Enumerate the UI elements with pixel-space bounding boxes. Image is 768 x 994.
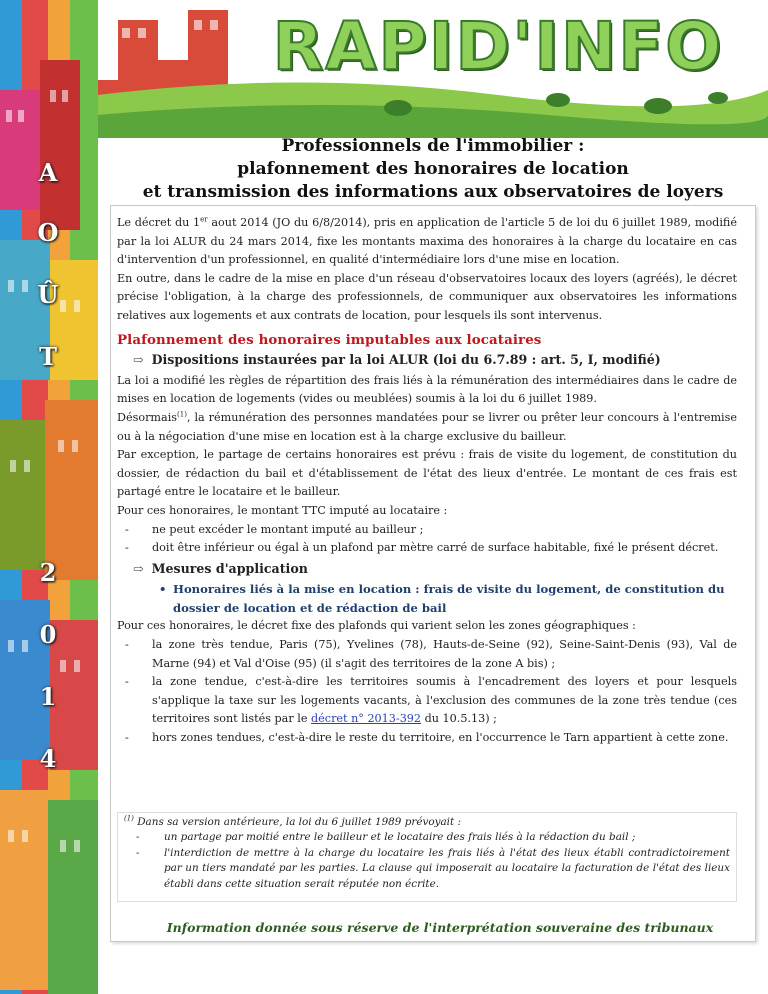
list-text: du 10.5.13) ;	[421, 712, 497, 726]
superscript: er	[200, 215, 208, 224]
header-banner	[98, 0, 768, 138]
sidebar-letter-7: 1	[39, 682, 57, 711]
footnote-item: - l'interdiction de mettre à la charge du locataire les frais liés à l'état des lieux établi contradictoirement par un tiers mandaté par les parties. La clause qui imposerait au locataire la facturation de l'état des lieux établi dans cette situation serait réputée non écrite.	[164, 846, 730, 892]
main-content	[117, 214, 737, 748]
list-item: - hors zones tendues, c'est-à-dire le reste du territoire, en l'occurrence le Tarn appartient à cette zone.	[152, 729, 737, 748]
list-text: la zone tendue, c'est-à-dire les territoires soumis à l'encadrement des loyers et pour lesquels s'applique la taxe sur les logements vacants, à l'exclusion des communes de la zone très tendue (ces territoires sont listés par le	[152, 675, 737, 726]
colorful-buildings-illustration	[0, 0, 98, 994]
list-item: - la zone très tendue, Paris (75), Yvelines (78), Hauts-de-Seine (92), Seine-Saint-Denis (93), Val de Marne (94) et Val d'Oise (95) (il s'agit des territoires de la zone A bis) ;	[152, 636, 737, 673]
sidebar-letter-5: 2	[39, 558, 57, 587]
sidebar-letter-8: 4	[39, 744, 57, 773]
headline-line-1: Professionnels de l'immobilier :	[281, 136, 585, 156]
subheading-text: Mesures d'application	[151, 560, 308, 576]
footnote-box	[117, 812, 737, 902]
disclaimer: Information donnée sous réserve de l'interprétation souveraine des tribunaux	[166, 920, 714, 935]
list-item: - doit être inférieur ou égal à un plafond par mètre carré de surface habitable, fixé le présent décret.	[152, 539, 737, 558]
list-item: - ne peut excéder le montant imputé au bailleur ;	[152, 521, 737, 540]
sidebar-illustration	[0, 0, 98, 994]
list-item	[152, 673, 737, 729]
dash-list	[117, 521, 737, 558]
footnote-mark: (1)	[124, 814, 134, 823]
decree-link[interactable]: décret n° 2013-392	[311, 712, 422, 726]
zones-list	[117, 636, 737, 748]
headline-line-2: plafonnement des honoraires de location	[237, 159, 629, 179]
page-headline	[98, 135, 768, 204]
subheading-text: Dispositions instaurées par la loi ALUR (loi du 6.7.89 : art. 5, I, modifié)	[151, 352, 661, 368]
sidebar-letter-2: O	[37, 218, 59, 247]
sidebar-letter-6: 0	[39, 620, 57, 649]
headline-line-3: et transmission des informations aux observatoires de loyers	[142, 182, 724, 202]
arrow-right-icon: ⇨	[133, 560, 144, 576]
banner-title: RAPID'INFO	[272, 8, 724, 85]
intro-text: aout 2014 (JO du 6/8/2014), pris en application de l'article 5 de loi du 6 juillet 1989, modifié par la loi ALUR du 24 mars 2014, fixe les montants maxima des honoraires à la charge du locataire en cas d'intervention d'un professionnel, en qualité d'intermédiaire lors d'une mise en location.	[117, 216, 738, 267]
footnote-intro-text: Dans sa version antérieure, la loi du 6 juillet 1989 prévoyait :	[133, 816, 461, 828]
sidebar-letter-1: A	[38, 158, 58, 187]
footnote-list	[124, 830, 730, 892]
section-title: Plafonnement des honoraires imputables aux locataires	[117, 331, 542, 348]
footnote-reference: (1)	[177, 410, 187, 419]
bullet-heading: • Honoraires liés à la mise en location : frais de visite du logement, de constitution du dossier de location et de rédaction de bail	[173, 580, 737, 617]
subheading-2	[133, 560, 737, 579]
intro-paragraph-2: En outre, dans le cadre de la mise en place d'un réseau d'observatoires locaux des loyers (agréés), le décret précise l'obligation, à la charge des professionnels, de communiquer aux observatoires les informations relatives aux logements et aux contrats de location, pour lesquels ils sont intervenus.	[117, 271, 737, 322]
footnote-item: - un partage par moitié entre le bailleur et le locataire des frais liés à la rédaction du bail ;	[164, 830, 730, 845]
arrow-right-icon: ⇨	[133, 352, 144, 368]
footnote-intro	[124, 815, 730, 830]
paragraph: Pour ces honoraires, le montant TTC imputé au locataire :	[117, 503, 448, 517]
paragraph: La loi a modifié les règles de répartition des frais liés à la rémunération des intermédiaires dans le cadre de mises en location de logements (vides ou meublées) soumis à la loi du 6 juillet 1989.	[117, 373, 737, 406]
intro-paragraph-1	[117, 214, 737, 270]
subheading-1	[133, 351, 737, 370]
intro-text: Le décret du 1	[117, 216, 201, 229]
paragraph	[117, 409, 737, 446]
paragraph-text: , la rémunération des personnes mandatées pour se livrer ou prêter leur concours à l'entremise ou à la négociation d'une mise en location est à la charge exclusive du bailleur.	[117, 410, 737, 443]
paragraph: Pour ces honoraires, le décret fixe des plafonds qui varient selon les zones géographiques :	[117, 619, 636, 633]
sidebar-letter-3: Û	[37, 280, 59, 309]
paragraph-text: Désormais	[117, 410, 178, 424]
sidebar-letter-4: T	[39, 342, 57, 371]
paragraph: Par exception, le partage de certains honoraires est prévu : frais de visite du logement, de constitution du dossier, de rédaction du bail et d'établissement de l'état des lieux d'entrée. Le montant de ces frais est partagé entre le locataire et le bailleur.	[117, 448, 737, 499]
